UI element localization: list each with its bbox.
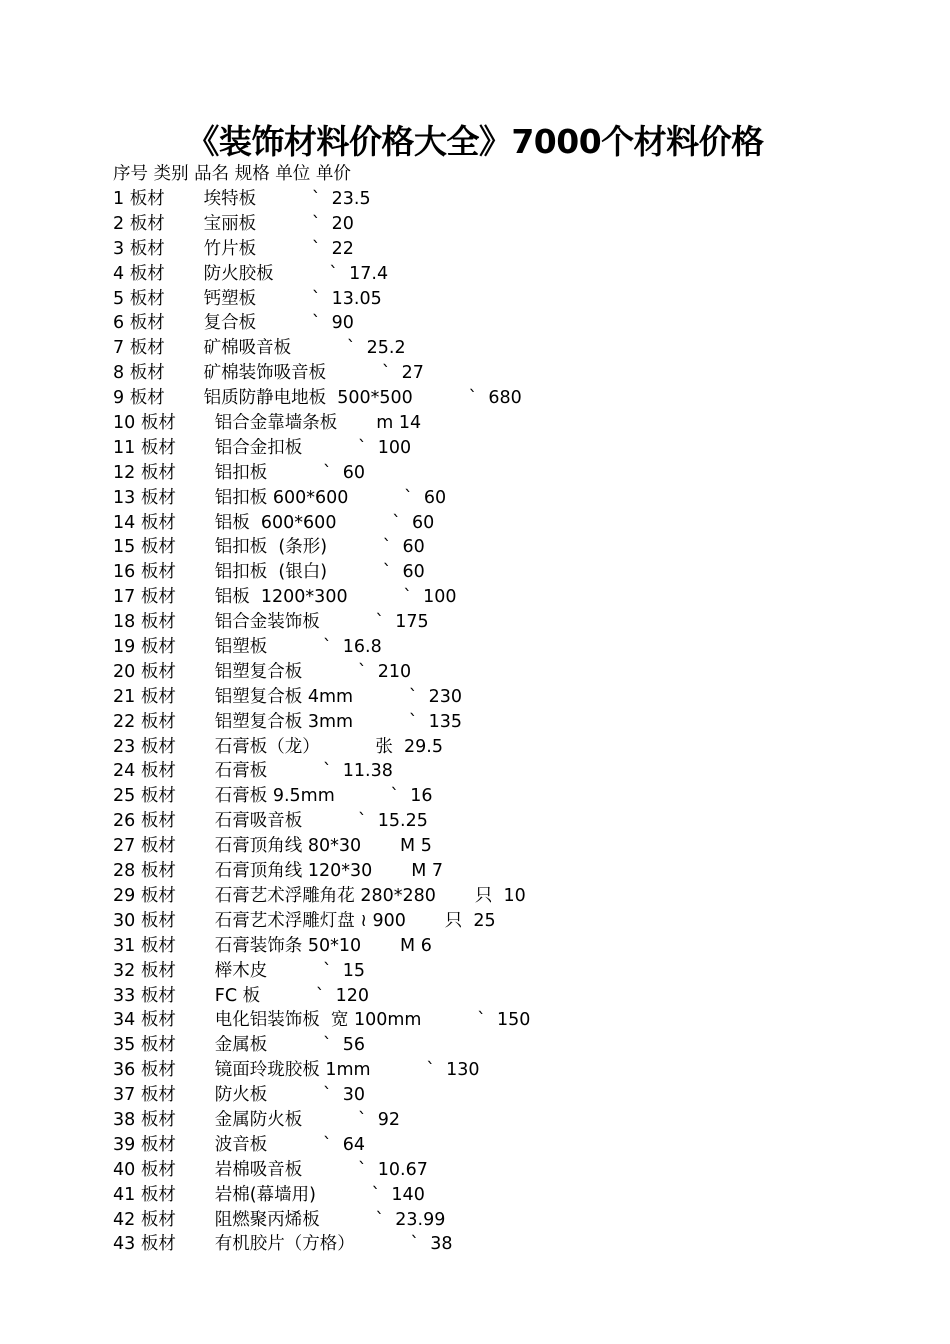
list-item: 24 板材 石膏板 ` 11.38 (113, 761, 393, 782)
table-header: 序号 类别 品名 规格 单位 单价 (113, 164, 351, 184)
list-item: 34 板材 电化铝装饰板 宽 100mm ` 150 (113, 1010, 531, 1031)
list-item: 27 板材 石膏顶角线 80*30 M 5 (113, 836, 432, 857)
list-item: 13 板材 铝扣板 600*600 ` 60 (113, 487, 447, 508)
list-item: 31 板材 石膏装饰条 50*10 M 6 (113, 935, 432, 956)
list-item: 19 板材 铝塑板 ` 16.8 (113, 637, 382, 658)
list-item: 36 板材 镜面玲珑胶板 1mm ` 130 (113, 1060, 480, 1081)
list-item: 12 板材 铝扣板 ` 60 (113, 462, 366, 483)
document-title: 《装饰材料价格大全》7000个材料价格 (186, 122, 764, 161)
list-item: 7 板材 矿棉吸音板 ` 25.2 (113, 338, 406, 359)
list-item: 33 板材 FC 板 ` 120 (113, 985, 370, 1006)
list-item: 25 板材 石膏板 9.5mm ` 16 (113, 786, 433, 807)
list-item: 4 板材 防火胶板 ` 17.4 (113, 263, 389, 284)
list-item: 42 板材 阻燃聚丙烯板 ` 23.99 (113, 1209, 446, 1230)
list-item: 30 板材 石膏艺术浮雕灯盘 ≀ 900 只 25 (113, 910, 496, 931)
list-item: 35 板材 金属板 ` 56 (113, 1035, 366, 1056)
price-list (113, 188, 530, 1258)
list-item: 22 板材 铝塑复合板 3mm ` 135 (113, 711, 462, 732)
list-item: 5 板材 钙塑板 ` 13.05 (113, 288, 382, 309)
list-item: 17 板材 铝板 1200*300 ` 100 (113, 587, 457, 608)
list-item: 16 板材 铝扣板 (银白) ` 60 (113, 562, 425, 583)
list-item: 43 板材 有机胶片（方格） ` 38 (113, 1234, 453, 1255)
list-item: 3 板材 竹片板 ` 22 (113, 238, 354, 259)
list-item: 10 板材 铝合金靠墙条板 m 14 (113, 413, 422, 434)
list-item: 38 板材 金属防火板 ` 92 (113, 1109, 401, 1130)
list-item: 28 板材 石膏顶角线 120*30 M 7 (113, 861, 443, 882)
list-item: 39 板材 波音板 ` 64 (113, 1134, 366, 1155)
list-item: 26 板材 石膏吸音板 ` 15.25 (113, 811, 428, 832)
list-item: 20 板材 铝塑复合板 ` 210 (113, 661, 412, 682)
list-item: 9 板材 铝质防静电地板 500*500 ` 680 (113, 388, 522, 409)
list-item: 29 板材 石膏艺术浮雕角花 280*280 只 10 (113, 885, 526, 906)
list-item: 18 板材 铝合金装饰板 ` 175 (113, 612, 429, 633)
list-item: 40 板材 岩棉吸音板 ` 10.67 (113, 1159, 428, 1180)
list-item: 37 板材 防火板 ` 30 (113, 1085, 366, 1106)
list-item: 8 板材 矿棉装饰吸音板 ` 27 (113, 363, 424, 384)
list-item: 14 板材 铝板 600*600 ` 60 (113, 512, 435, 533)
list-item: 15 板材 铝扣板 (条形) ` 60 (113, 537, 425, 558)
list-item: 1 板材 埃特板 ` 23.5 (113, 189, 371, 209)
list-item: 41 板材 岩棉(幕墙用) ` 140 (113, 1184, 425, 1205)
list-item: 6 板材 复合板 ` 90 (113, 313, 354, 334)
list-item: 11 板材 铝合金扣板 ` 100 (113, 437, 412, 458)
list-item: 21 板材 铝塑复合板 4mm ` 230 (113, 686, 462, 707)
list-item: 2 板材 宝丽板 ` 20 (113, 213, 354, 234)
list-item: 23 板材 石膏板（龙） 张 29.5 (113, 736, 443, 757)
list-item: 32 板材 榉木皮 ` 15 (113, 960, 366, 981)
